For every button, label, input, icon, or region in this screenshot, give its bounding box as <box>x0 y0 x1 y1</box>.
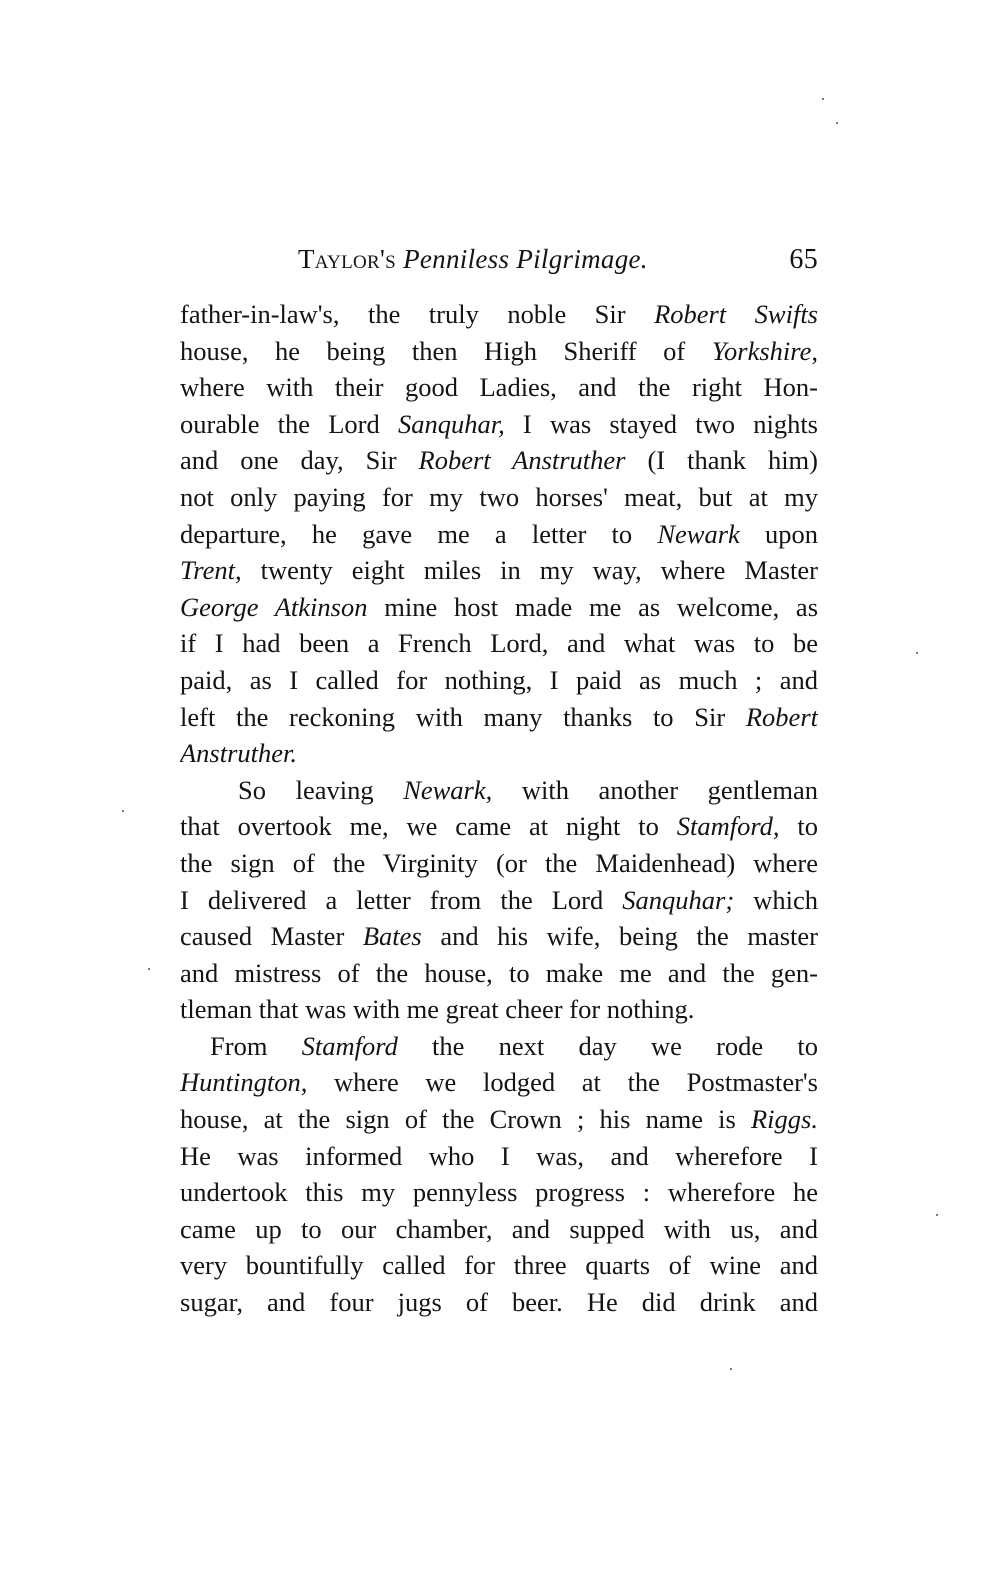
text-segment: very bountifully called for three quarts of wine and <box>180 1250 818 1281</box>
italic-text: Sanquhar; <box>622 884 735 915</box>
text-segment: twenty eight miles in my way, where Master <box>241 555 818 586</box>
text-segment: mine host made me as welcome, as <box>367 591 818 622</box>
text-line <box>180 333 818 370</box>
text-line <box>180 1247 818 1284</box>
italic-text: Newark, <box>403 774 493 805</box>
text-segment: (I thank him) <box>625 445 818 476</box>
italic-text: Anstruther. <box>180 738 298 769</box>
scan-speck <box>936 1214 938 1216</box>
italic-text: Stamford <box>301 1030 398 1061</box>
text-segment: He was informed who I was, and wherefore I <box>180 1140 818 1171</box>
text-segment: undertook this my pennyless progress : wherefore he <box>180 1177 818 1208</box>
text-line <box>180 662 818 699</box>
scan-speck <box>148 968 150 970</box>
text-segment: not only paying for my two horses' meat, but at my <box>180 481 818 512</box>
italic-text: Robert Anstruther <box>418 445 626 476</box>
text-segment: came up to our chamber, and supped with us, and <box>180 1213 818 1244</box>
text-segment: with another gentleman <box>492 774 818 805</box>
text-line <box>180 808 818 845</box>
italic-text: Stamford, <box>676 811 780 842</box>
text-line <box>180 1284 818 1321</box>
text-segment: and one day, Sir <box>180 445 419 476</box>
text-segment: tleman that was with me great cheer for nothing. <box>180 994 695 1025</box>
text-segment: caused Master <box>180 921 363 952</box>
text-segment: the sign of the Virginity (or the Maidenhead) where <box>180 847 818 878</box>
text-line <box>180 1174 818 1211</box>
text-segment: father-in-law's, the truly noble Sir <box>180 299 655 329</box>
italic-text: Huntington, <box>180 1067 308 1098</box>
scan-speck <box>730 1368 732 1370</box>
scan-speck <box>822 98 824 100</box>
text-segment: where with their good Ladies, and the right Hon- <box>180 372 818 403</box>
text-line <box>180 735 818 772</box>
body-text <box>180 296 818 1321</box>
text-line <box>180 369 818 406</box>
text-line <box>180 296 818 333</box>
text-segment: I was stayed two nights <box>504 408 818 439</box>
text-line <box>180 1101 818 1138</box>
text-segment: house, he being then High Sheriff of <box>180 335 712 366</box>
text-segment: left the reckoning with many thanks to Sir <box>180 701 746 732</box>
text-segment: to <box>779 811 818 842</box>
text-segment: the next day we rode to <box>397 1030 818 1061</box>
running-header <box>298 244 818 284</box>
text-segment: if I had been a French Lord, and what was to be <box>180 628 818 659</box>
text-segment: and mistress of the house, to make me and the gen- <box>180 957 818 988</box>
text-segment: upon <box>739 518 818 549</box>
text-line <box>180 406 818 443</box>
italic-text: Sanquhar, <box>397 408 505 439</box>
italic-text: Bates <box>362 921 422 952</box>
text-segment: and his wife, being the master <box>421 921 818 952</box>
text-segment: house, at the sign of the Crown ; his name is <box>180 1104 751 1135</box>
running-title-work: Penniless Pilgrimage. <box>403 244 648 274</box>
text-line <box>180 479 818 516</box>
italic-text: Trent, <box>180 555 242 586</box>
running-title <box>298 244 648 275</box>
italic-text: Yorkshire, <box>711 335 818 366</box>
scan-speck <box>916 652 918 654</box>
scan-speck <box>122 810 124 812</box>
text-line <box>180 991 818 1028</box>
text-segment: which <box>734 884 818 915</box>
text-segment: ourable the Lord <box>180 408 398 439</box>
text-line <box>180 772 818 809</box>
text-line <box>180 918 818 955</box>
text-line <box>180 1064 818 1101</box>
page-number: 65 <box>789 244 818 275</box>
italic-text: Newark <box>657 518 740 549</box>
text-segment: paid, as I called for nothing, I paid as much ; and <box>180 664 818 695</box>
text-segment: From <box>210 1030 302 1061</box>
text-line <box>180 625 818 662</box>
text-segment: departure, he gave me a letter to <box>180 518 658 549</box>
running-title-author: Taylor's <box>298 244 397 274</box>
text-line <box>180 1028 818 1065</box>
text-line <box>180 1138 818 1175</box>
text-segment: I delivered a letter from the Lord <box>180 884 623 915</box>
italic-text: Robert <box>745 701 818 732</box>
text-segment: sugar, and four jugs of beer. He did drink and <box>180 1287 818 1318</box>
text-segment: where we lodged at the Postmaster's <box>307 1067 818 1098</box>
text-segment: So leaving <box>238 774 404 805</box>
text-line <box>180 1211 818 1248</box>
italic-text: George Atkinson <box>180 591 368 622</box>
text-line <box>180 845 818 882</box>
text-segment: that overtook me, we came at night to <box>180 811 677 842</box>
text-line <box>180 882 818 919</box>
text-line <box>180 552 818 589</box>
text-line <box>180 955 818 992</box>
italic-text: Riggs. <box>751 1104 818 1135</box>
text-line <box>180 589 818 626</box>
text-line <box>180 516 818 553</box>
scan-speck <box>836 122 838 124</box>
text-line <box>180 699 818 736</box>
text-line <box>180 442 818 479</box>
italic-text: Robert Swifts <box>654 299 818 329</box>
